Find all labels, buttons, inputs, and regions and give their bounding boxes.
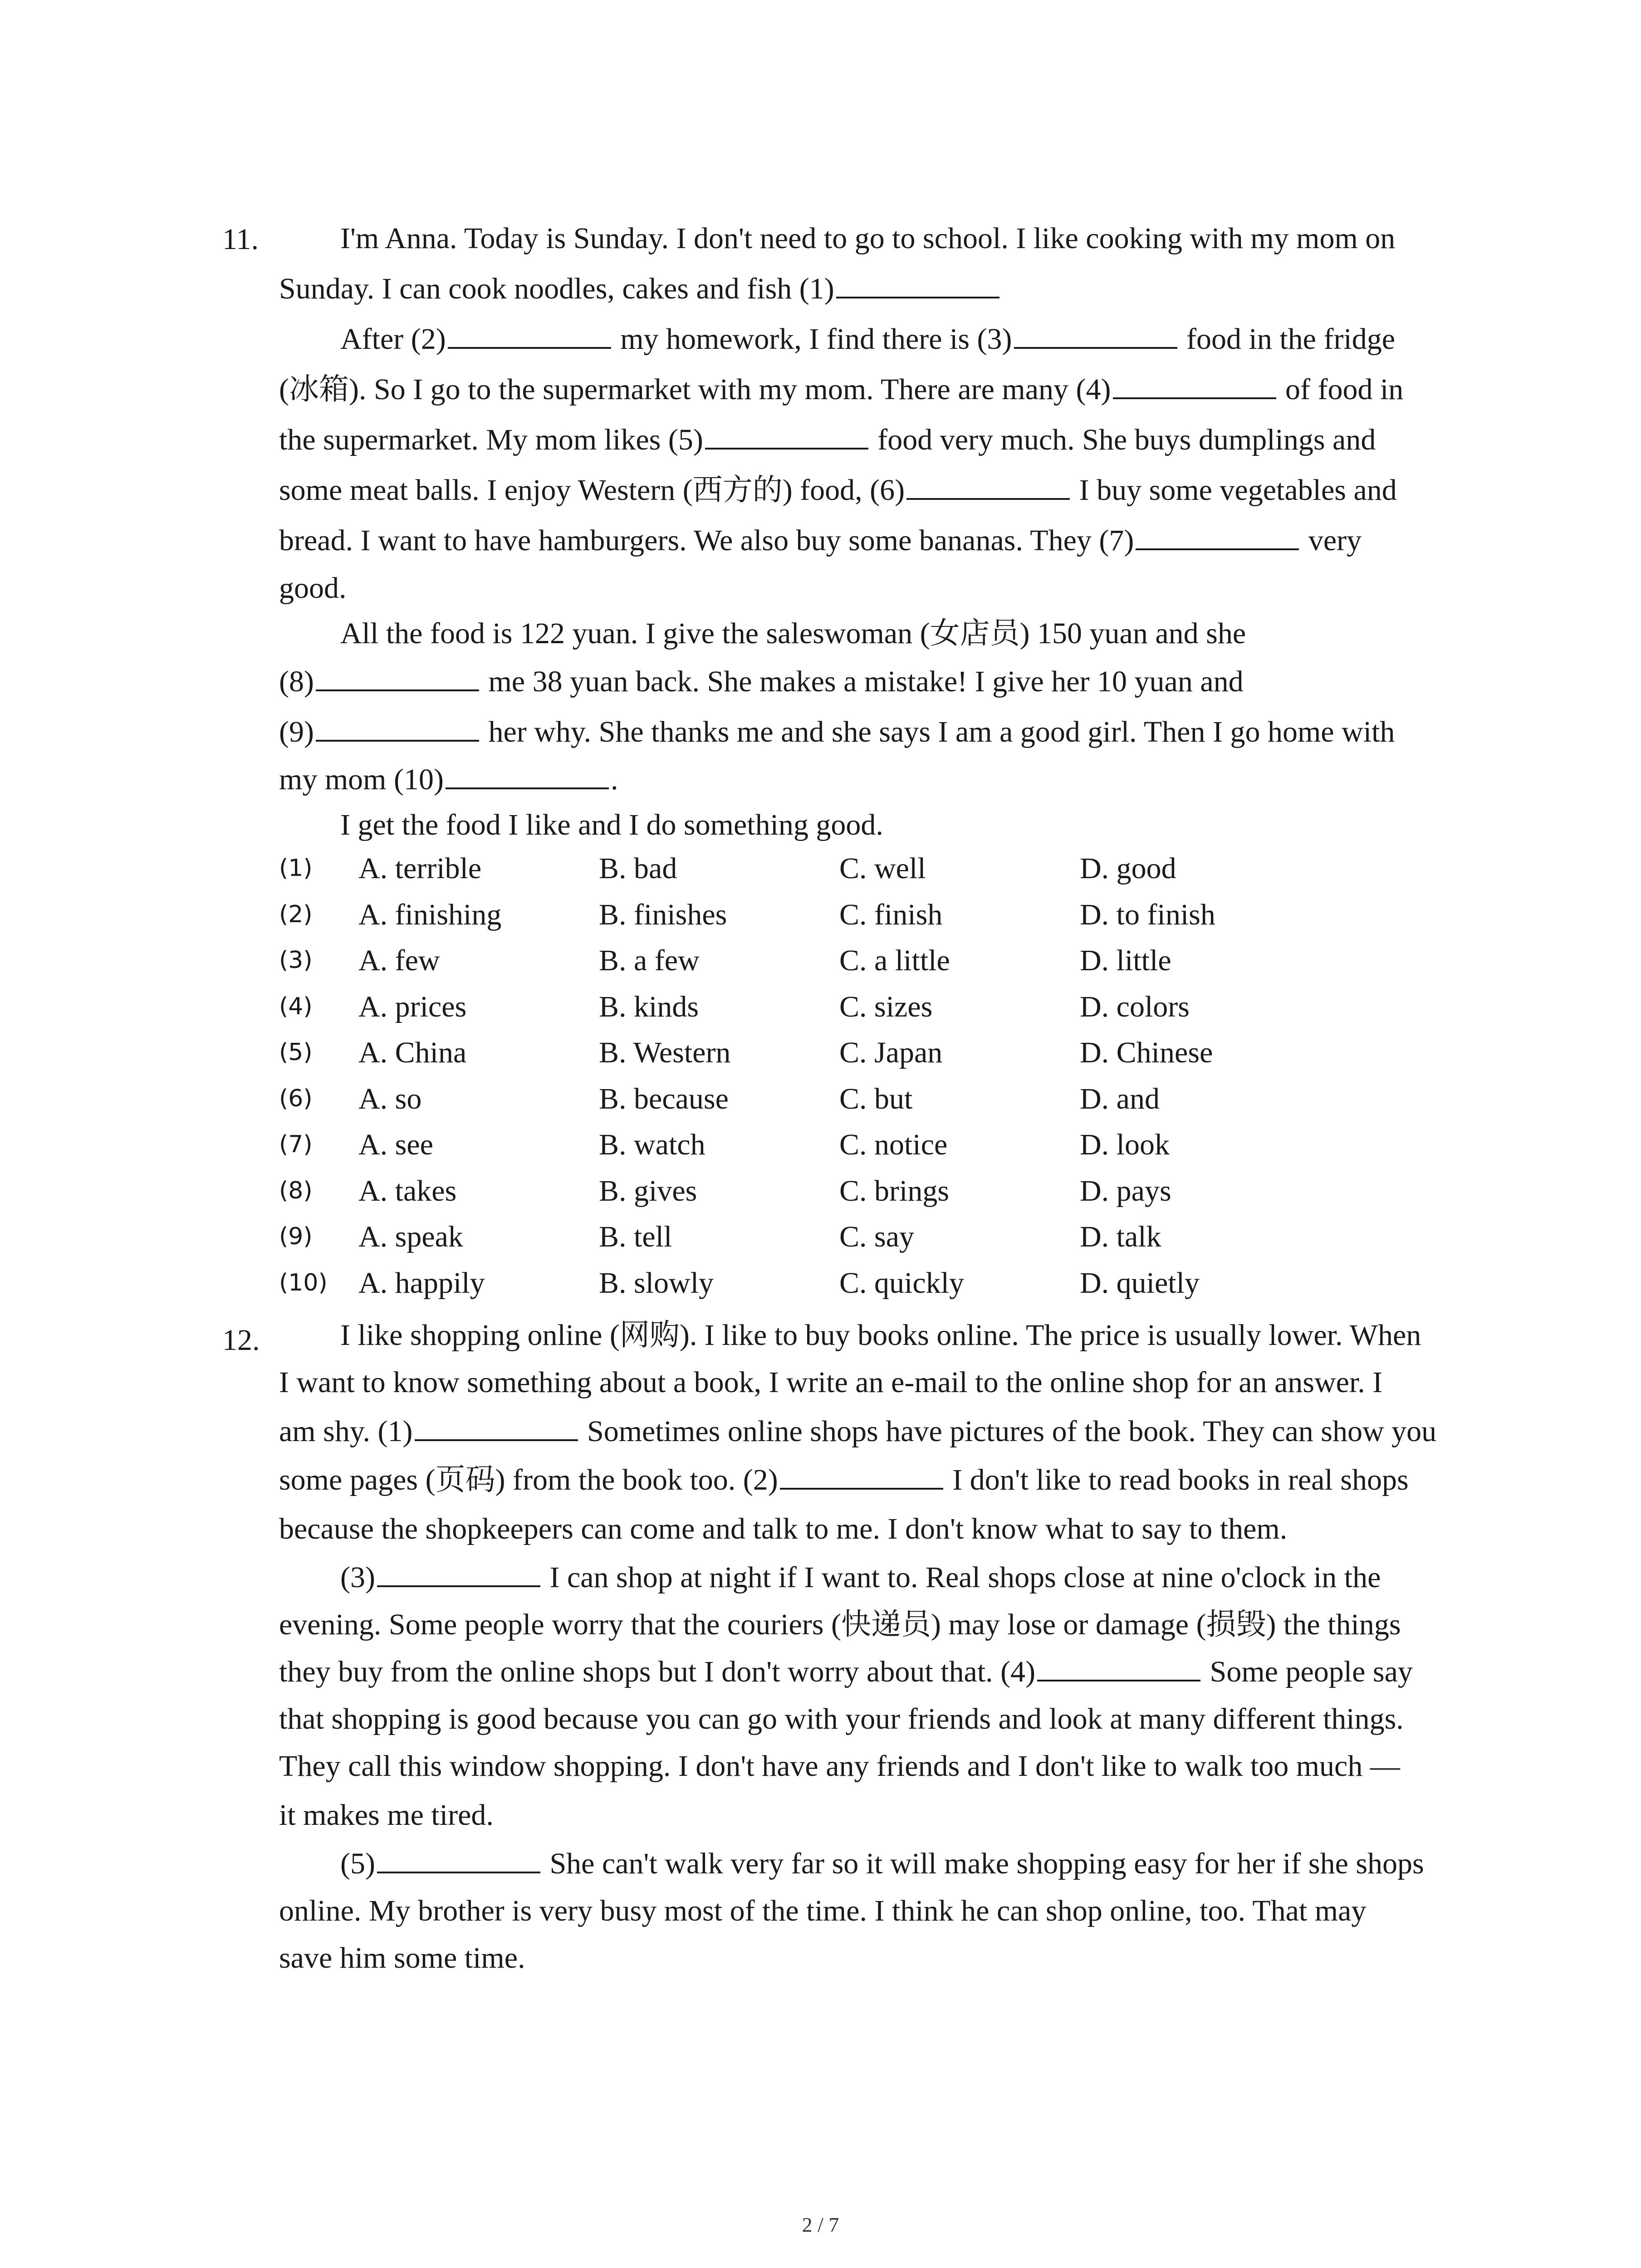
option-d: D. quietly	[1080, 1266, 1200, 1300]
option-b: B. tell	[599, 1220, 672, 1253]
option-b: B. bad	[599, 852, 677, 885]
passage-line: some meat balls. I enjoy Western (西方的) food, (6) I buy some vegetables and	[279, 474, 1397, 507]
passage-line: All the food is 122 yuan. I give the saleswoman (女店员) 150 yuan and she	[340, 617, 1246, 650]
passage-line: it makes me tired.	[279, 1799, 494, 1832]
option-d: D. look	[1080, 1128, 1170, 1161]
option-row	[279, 1030, 1277, 1076]
option-a: A. so	[358, 1082, 422, 1115]
answer-blank	[1037, 1656, 1200, 1681]
passage-line: I'm Anna. Today is Sunday. I don't need to go to school. I like cooking with my mom on	[340, 222, 1396, 255]
option-d: D. good	[1080, 852, 1176, 885]
option-number: (3)	[279, 947, 313, 974]
option-b: B. slowly	[599, 1266, 714, 1300]
option-b: B. a few	[599, 944, 700, 977]
option-a: A. terrible	[358, 852, 482, 885]
option-d: D. pays	[1080, 1174, 1171, 1207]
option-row	[279, 984, 1277, 1030]
option-row	[279, 892, 1277, 938]
option-d: D. talk	[1080, 1220, 1161, 1253]
passage-line: Sunday. I can cook noodles, cakes and fish (1)	[279, 264, 1459, 314]
question-11-number: 11.	[222, 223, 259, 256]
option-row	[279, 1076, 1277, 1122]
option-a: A. China	[358, 1036, 467, 1069]
answer-blank	[377, 1562, 540, 1587]
option-c: C. say	[839, 1220, 914, 1253]
passage-line: (冰箱). So I go to the supermarket with my mom. There are many (4) of food in	[279, 373, 1404, 406]
option-d: D. little	[1080, 944, 1171, 977]
option-c: C. a little	[839, 944, 950, 977]
option-row	[279, 1214, 1277, 1260]
option-row	[279, 1260, 1277, 1306]
option-b: B. Western	[599, 1036, 731, 1069]
option-b: B. watch	[599, 1128, 705, 1161]
option-a: A. see	[358, 1128, 433, 1161]
option-row	[279, 938, 1277, 984]
passage-line: (5) She can't walk very far so it will make shopping easy for her if she shops	[340, 1847, 1424, 1880]
option-b: B. kinds	[599, 990, 699, 1023]
passage-line: (3) I can shop at night if I want to. Real shops close at nine o'clock in the	[340, 1561, 1381, 1594]
option-number: (5)	[279, 1039, 313, 1066]
passage-line: am shy. (1) Sometimes online shops have pictures of the book. They can show you	[279, 1415, 1437, 1448]
option-b: B. because	[599, 1082, 729, 1115]
passage-line: evening. Some people worry that the couriers (快递员) may lose or damage (损毁) the things	[279, 1608, 1401, 1641]
option-d: D. to finish	[1080, 898, 1215, 931]
passage-line: online. My brother is very busy most of the time. I think he can shop online, too. That may	[279, 1894, 1367, 1927]
option-number: (6)	[279, 1085, 313, 1112]
answer-blank	[316, 716, 479, 742]
option-a: A. happily	[358, 1266, 485, 1300]
passage-line: good.	[279, 572, 347, 605]
passage-line: After (2) my homework, I find there is (3) food in the fridge	[340, 323, 1396, 356]
passage-line: I like shopping online (网购). I like to buy books online. The price is usually lower. When	[340, 1319, 1421, 1352]
option-a: A. finishing	[358, 898, 502, 931]
option-number: (9)	[279, 1223, 313, 1250]
option-row	[279, 1122, 1277, 1168]
passage-line: (8) me 38 yuan back. She makes a mistake! I give her 10 yuan and	[279, 665, 1244, 698]
answer-blank	[448, 323, 611, 349]
option-a: A. speak	[358, 1220, 463, 1253]
answer-blank	[780, 1464, 943, 1490]
question-11-passage	[279, 213, 1459, 848]
option-number: (1)	[279, 855, 313, 882]
option-d: D. and	[1080, 1082, 1160, 1115]
question-12-number: 12.	[222, 1324, 260, 1357]
answer-blank	[377, 1848, 540, 1873]
option-row	[279, 1168, 1277, 1214]
passage-line: the supermarket. My mom likes (5) food very much. She buys dumplings and	[279, 423, 1376, 456]
option-c: C. brings	[839, 1174, 950, 1207]
option-b: B. gives	[599, 1174, 697, 1207]
option-c: C. quickly	[839, 1266, 964, 1300]
option-a: A. takes	[358, 1174, 457, 1207]
passage-line: my mom (10) .	[279, 763, 618, 796]
option-number: (7)	[279, 1131, 313, 1158]
option-a: A. few	[358, 944, 440, 977]
passage-line: They call this window shopping. I don't have any friends and I don't like to walk too much —	[279, 1750, 1400, 1783]
answer-blank	[906, 474, 1070, 500]
option-row	[279, 846, 1277, 892]
option-c: C. Japan	[839, 1036, 943, 1069]
passage-line: because the shopkeepers can come and talk to me. I don't know what to say to them.	[279, 1512, 1288, 1545]
option-c: C. notice	[839, 1128, 948, 1161]
answer-blank	[1136, 525, 1299, 550]
passage-line: I get the food I like and I do something good.	[340, 808, 883, 841]
option-c: C. well	[839, 852, 926, 885]
passage-line: they buy from the online shops but I don't worry about that. (4) Some people say	[279, 1655, 1413, 1688]
passage-line: that shopping is good because you can go with your friends and look at many different things.	[279, 1702, 1404, 1735]
answer-blank	[316, 666, 479, 691]
passage-line: save him some time.	[279, 1941, 525, 1975]
option-number: (4)	[279, 992, 313, 1020]
answer-blank	[415, 1416, 578, 1441]
answer-blank	[1014, 323, 1177, 349]
option-c: C. finish	[839, 898, 943, 931]
option-a: A. prices	[358, 990, 467, 1023]
option-d: D. colors	[1080, 990, 1190, 1023]
question-11-options	[279, 846, 1277, 1306]
question-12-passage	[279, 1312, 1459, 1982]
option-number: (10)	[279, 1269, 328, 1296]
option-c: C. sizes	[839, 990, 933, 1023]
answer-blank	[705, 424, 868, 450]
page-number: 2 / 7	[802, 2213, 839, 2236]
passage-line: some pages (页码) from the book too. (2) I don't like to read books in real shops	[279, 1463, 1409, 1496]
passage-line: I want to know something about a book, I write an e-mail to the online shop for an answer. I	[279, 1366, 1383, 1399]
option-c: C. but	[839, 1082, 913, 1115]
option-number: (8)	[279, 1177, 313, 1204]
option-number: (2)	[279, 900, 313, 928]
option-b: B. finishes	[599, 898, 727, 931]
answer-blank	[836, 273, 999, 298]
answer-blank	[1113, 374, 1276, 399]
passage-line: (9) her why. She thanks me and she says I am a good girl. Then I go home with	[279, 715, 1395, 748]
answer-blank	[446, 764, 609, 789]
passage-line: bread. I want to have hamburgers. We also buy some bananas. They (7) very	[279, 524, 1362, 557]
option-d: D. Chinese	[1080, 1036, 1213, 1069]
